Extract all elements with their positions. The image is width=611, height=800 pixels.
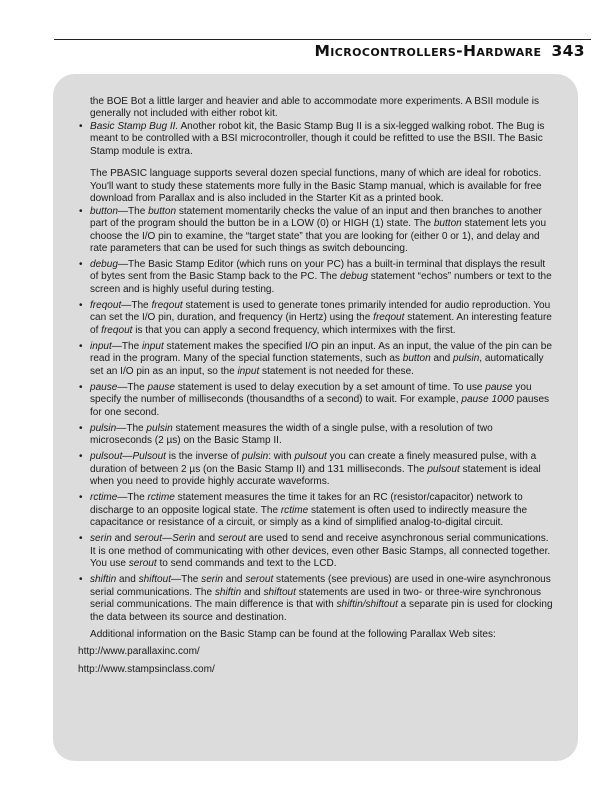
term: input xyxy=(90,340,112,352)
emph: button xyxy=(433,218,462,230)
list-item-pulsin xyxy=(78,423,553,448)
term: shiftout xyxy=(138,574,172,586)
dash: — xyxy=(171,574,182,586)
text: and xyxy=(111,533,135,545)
header-rule xyxy=(54,39,591,40)
list-item-pulsout xyxy=(78,451,553,488)
term: pulsout xyxy=(90,451,123,463)
text: The xyxy=(121,340,142,352)
list-item-debug xyxy=(78,259,553,296)
text: to send commands and text to the LCD. xyxy=(156,558,337,570)
text: you specify the number of milliseconds (thousandths of a second) to wait. For example, xyxy=(90,381,532,406)
url-link[interactable]: http://www.stampsinclass.com/ xyxy=(78,663,215,675)
emph: shiftin xyxy=(214,586,242,598)
list-item-shiftin-shiftout xyxy=(78,574,553,624)
emph: serout xyxy=(217,533,246,545)
text: statement momentarily checks the value of an input and then branches to another part of the program should the button be in a LOW (0) or HIGH (1) state. The xyxy=(90,205,542,230)
term: serin xyxy=(90,533,112,545)
emph: serin xyxy=(201,574,223,586)
additional-info: Additional information on the Basic Stamp can be found at the following Parallax Web sites: xyxy=(90,629,496,641)
emph: rctime xyxy=(147,492,175,504)
emph: Pulsout xyxy=(132,451,166,463)
text: statement measures the time it takes for an RC (resistor/capacitor) network to discharge to an opposite logical state. The xyxy=(90,492,523,516)
emph: Serin xyxy=(172,533,196,545)
dash: — xyxy=(117,381,128,393)
text: : with xyxy=(268,451,295,463)
emph: pulsout xyxy=(427,463,460,475)
emph: input xyxy=(237,365,260,377)
text: statement is used to generate tones primarily intended for audio reproduction. You can set the I/O pin, duration, and frequency (in Hertz) using the xyxy=(90,299,551,324)
emph: pause xyxy=(147,381,175,393)
term: pulsin xyxy=(90,422,117,434)
text: is that you can apply a second frequency, which intermixes with the first. xyxy=(132,324,456,336)
emph: freqout xyxy=(373,312,405,324)
emph: button xyxy=(148,205,177,217)
continued-text: the BOE Bot a little larger and heavier and able to accommodate more experiments. A BSII module is generally not included with either robot kit. xyxy=(90,96,539,120)
emph: button xyxy=(402,353,431,365)
term: debug xyxy=(90,259,118,271)
text: is the inverse of xyxy=(165,451,242,463)
text: statement lets you choose the I/O pin to examine, the “target state” that you are looking for (either 0 or 1), and delay and rate parameters that can be used for such things as switch debouncing. xyxy=(90,218,547,254)
text: statements (see previous) are used in one-wire asynchronous serial communications. The xyxy=(90,574,551,598)
dash: — xyxy=(111,340,122,352)
page-number: 343 xyxy=(551,42,585,60)
intro-paragraph: The PBASIC language supports several dozen special functions, many of which are ideal for robotics. You'll want to study these statements more fully in the Basic Stamp manual, which is available for free download from Parallax and is also included in the Starter Kit as a printed book. xyxy=(90,168,542,205)
text: and xyxy=(430,353,454,365)
chapter-title: Microcontrollers-Hardware xyxy=(314,42,542,60)
text: statements are used in two- or three-wire synchronous serial communications. The main difference is that with xyxy=(90,586,542,611)
text: statement is often used to indirectly measure the capacitance or resistance of a circuit, or simply as a kind of simplified analog-to-digital circuit. xyxy=(90,504,528,529)
term: serout xyxy=(134,533,163,545)
text: and xyxy=(116,574,139,586)
text: and xyxy=(241,586,264,598)
dash: — xyxy=(117,259,128,271)
emph: input xyxy=(141,340,164,352)
term: button xyxy=(90,205,118,217)
term: freqout xyxy=(90,299,122,311)
emph: pulsout xyxy=(294,451,327,463)
running-header xyxy=(54,42,585,64)
url-link[interactable]: http://www.parallaxinc.com/ xyxy=(78,646,200,658)
dash: — xyxy=(117,205,128,217)
text: statement is ideal when you need to provide highly accurate waveforms. xyxy=(90,463,541,488)
term: pause xyxy=(90,381,118,393)
text: statement is not needed for these. xyxy=(259,365,414,377)
text: The xyxy=(127,381,148,393)
emph: shiftout xyxy=(263,586,296,598)
text: The Basic Stamp Editor (which runs on your PC) has a built-in terminal that displays the result of bytes sent from the Basic Stamp back to the PC. The xyxy=(90,259,546,283)
dash: — xyxy=(121,299,132,311)
term: shiftin xyxy=(90,574,117,586)
list-item-bug xyxy=(78,121,553,158)
text: statement measures the width of a single pulse, with a resolution of two microseconds (2 µs) on the Basic Stamp II. xyxy=(90,422,493,447)
text: The xyxy=(126,422,147,434)
dash: — xyxy=(117,492,128,504)
emph: serout xyxy=(245,574,274,586)
emph: serout xyxy=(128,558,157,570)
emph: pause xyxy=(485,381,513,393)
list-item-rctime xyxy=(78,492,553,529)
emph: pulsin xyxy=(146,422,173,434)
text: statement is used to delay execution by a set amount of time. To use xyxy=(174,381,486,393)
dash: — xyxy=(162,533,173,545)
dash: — xyxy=(116,422,127,434)
text: you can create a finely measured pulse, with a duration of between 2 µs (on the Basic Stamp II) and 131 milliseconds. The xyxy=(90,451,537,475)
list-item-button xyxy=(78,206,553,256)
emph: pulsin xyxy=(241,451,269,463)
emph: debug xyxy=(340,271,368,283)
emph: rctime xyxy=(280,504,309,516)
list-item-serin-serout xyxy=(78,533,553,570)
item-text: Another robot kit, the Basic Stamp Bug II is a six-legged walking robot. The Bug is meant to be controlled with a BSI microcontroller, though it could be refitted to use the BSII. The Basic Stamp module is extra. xyxy=(90,120,545,157)
term: rctime xyxy=(90,492,118,504)
text: a separate pin is used for clocking the data between its source and destination. xyxy=(90,599,553,623)
page-body xyxy=(78,96,553,676)
text: statement “echos” numbers or text to the screen and is highly useful during testing. xyxy=(90,271,552,295)
text: statement. An interesting feature of xyxy=(90,312,552,336)
emph: pulsin xyxy=(453,353,480,365)
text: and xyxy=(222,574,246,586)
dash: — xyxy=(122,451,133,463)
list-item-pause xyxy=(78,382,553,419)
text: pauses for one second. xyxy=(90,394,550,418)
text: and xyxy=(195,533,218,545)
text: are used to send and receive asynchronous serial communications. It is one method of communicating with other devices, even other Basic Stamps, all connected together. You use xyxy=(90,533,551,570)
text: The xyxy=(127,492,148,504)
emph: shiftin/shiftout xyxy=(336,599,398,611)
list-item-freqout xyxy=(78,300,553,337)
kit-list xyxy=(78,121,553,158)
text: The xyxy=(127,205,149,217)
statement-list xyxy=(78,206,553,624)
emph: freqout xyxy=(151,299,183,311)
text: , automatically set an I/O pin as an input, so the xyxy=(90,353,544,377)
emph: freqout xyxy=(101,324,133,336)
term: Basic Stamp Bug II. xyxy=(90,120,179,132)
list-item-input xyxy=(78,341,553,378)
emph: pause 1000 xyxy=(461,394,514,406)
text: statement makes the specified I/O pin an input. As an input, the value of the pin can be read in the program. Many of the special function statements, such as xyxy=(90,340,552,365)
text: The xyxy=(181,574,202,586)
text: The xyxy=(131,299,152,311)
